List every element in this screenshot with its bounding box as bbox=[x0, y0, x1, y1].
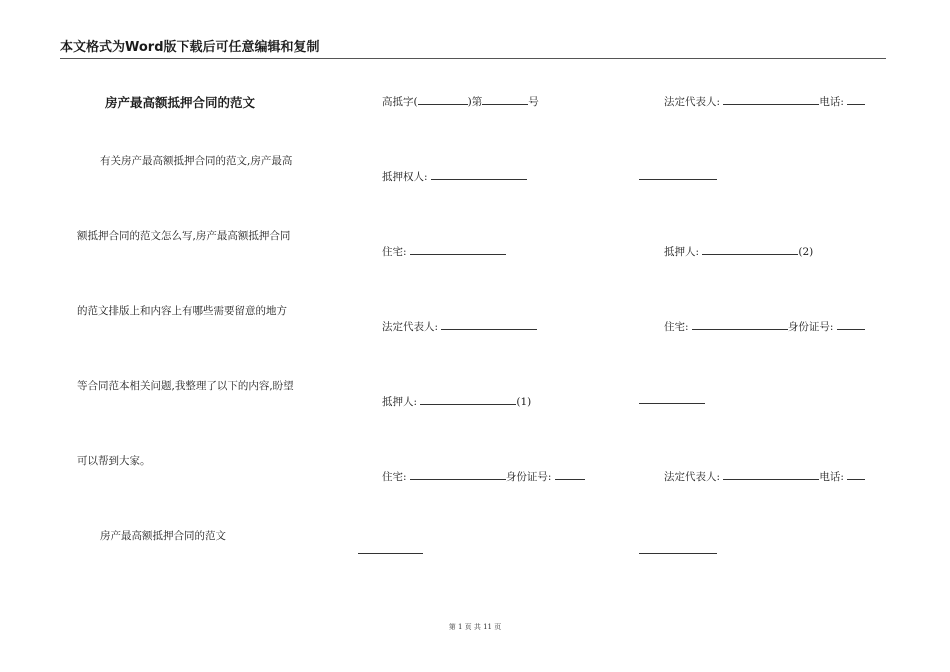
contract-number-blank bbox=[482, 93, 528, 105]
intro-line-2: 额抵押合同的范文怎么写,房产最高额抵押合同 bbox=[77, 230, 291, 242]
contract-number-prefix: 高抵字( bbox=[382, 96, 418, 108]
residence-field-1 bbox=[382, 243, 506, 259]
section-subtitle: 房产最高额抵押合同的范文 bbox=[100, 530, 226, 542]
intro-line-4: 等合同范本相关问题,我整理了以下的内容,盼望 bbox=[77, 380, 294, 392]
legal-rep-blank-2 bbox=[723, 468, 819, 480]
continuation-line-col2 bbox=[358, 553, 423, 554]
residence-label-3: 住宅: bbox=[664, 321, 689, 333]
residence-field-2 bbox=[382, 468, 585, 484]
legal-rep-field-col2 bbox=[382, 318, 537, 334]
continuation-line-1 bbox=[639, 179, 717, 180]
legal-rep-blank-1 bbox=[723, 93, 819, 105]
legal-rep-label-1: 法定代表人: bbox=[664, 96, 721, 108]
continuation-line-2 bbox=[639, 403, 705, 404]
contract-number-field bbox=[382, 93, 539, 109]
id-number-label-col3: 身份证号: bbox=[787, 321, 834, 333]
contract-number-suffix: 号 bbox=[528, 96, 539, 108]
intro-line-1: 有关房产最高额抵押合同的范文,房产最高 bbox=[100, 155, 293, 167]
page-number: 第 1 页 共 11 页 bbox=[448, 623, 502, 631]
phone-blank-1 bbox=[847, 93, 865, 105]
mortgagor-field-2 bbox=[664, 243, 813, 259]
id-number-blank-col2 bbox=[555, 468, 585, 480]
mortgagor-label-1: 抵押人: bbox=[382, 396, 418, 408]
legal-rep-field-1 bbox=[664, 93, 865, 109]
legal-rep-blank-col2 bbox=[441, 318, 537, 330]
document-header: 本文格式为Word版下载后可任意编辑和复制 bbox=[60, 36, 886, 59]
phone-label-2: 电话: bbox=[819, 471, 844, 483]
mortgagee-label: 抵押权人: bbox=[382, 171, 428, 183]
document-title: 房产最高额抵押合同的范文 bbox=[105, 95, 256, 110]
intro-line-5: 可以帮到大家。 bbox=[77, 455, 151, 467]
residence-blank-1 bbox=[410, 243, 506, 255]
mortgagor-number-1: (1) bbox=[516, 396, 532, 408]
contract-year-blank bbox=[418, 93, 468, 105]
id-number-label-col2: 身份证号: bbox=[505, 471, 552, 483]
mortgagor-blank-1 bbox=[420, 393, 516, 405]
legal-rep-label-col2: 法定代表人: bbox=[382, 321, 439, 333]
id-number-blank-col3 bbox=[837, 318, 865, 330]
contract-number-mid: )第 bbox=[467, 96, 483, 108]
phone-blank-2 bbox=[847, 468, 865, 480]
mortgagor-label-2: 抵押人: bbox=[664, 246, 700, 258]
residence-blank-2 bbox=[410, 468, 506, 480]
legal-rep-label-2: 法定代表人: bbox=[664, 471, 721, 483]
mortgagor-number-2: (2) bbox=[798, 246, 814, 258]
mortgagee-field bbox=[382, 168, 527, 184]
intro-line-3: 的范文排版上和内容上有哪些需要留意的地方 bbox=[77, 305, 287, 317]
residence-label-2: 住宅: bbox=[382, 471, 407, 483]
mortgagor-field-1 bbox=[382, 393, 531, 409]
mortgagor-blank-2 bbox=[702, 243, 798, 255]
phone-label-1: 电话: bbox=[819, 96, 844, 108]
residence-field-3 bbox=[664, 318, 865, 334]
mortgagee-blank bbox=[431, 168, 527, 180]
legal-rep-field-2 bbox=[664, 468, 865, 484]
residence-blank-3 bbox=[692, 318, 788, 330]
residence-label-1: 住宅: bbox=[382, 246, 407, 258]
continuation-line-3 bbox=[639, 553, 717, 554]
